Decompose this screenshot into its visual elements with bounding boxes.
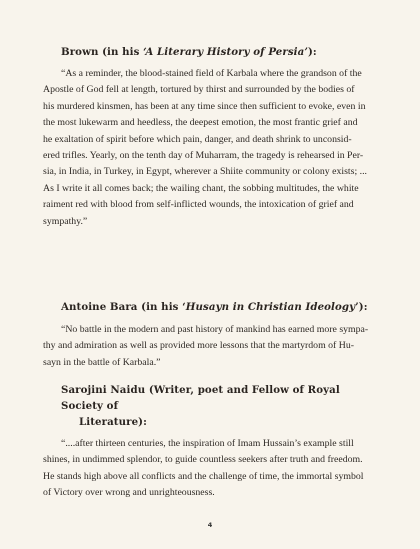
quote-text (43, 322, 377, 371)
quote-text (43, 436, 377, 502)
heading-work-title: ‘A Literary History of Persia’ (143, 46, 309, 58)
section-heading (61, 382, 377, 430)
heading-suffix: ): (308, 46, 317, 58)
quote-line: thy and admiration as well as provided more lessons that the martyrdom of Hu- (43, 340, 354, 352)
quote-line: sympathy.” (43, 215, 88, 227)
quote-line: his murdered kinsmen, has been at any time since then sufficient to evoke, even in (43, 100, 366, 112)
quote-line: sia, in India, in Turkey, in Egypt, wherever a Shiite community or colony exists; ... (43, 166, 367, 178)
heading-line: Literature): (79, 416, 147, 428)
heading-work-title: Husayn in Christian Ideology (185, 301, 356, 313)
quote-line: As I write it all comes back; the wailing chant, the sobbing multitudes, the white (43, 182, 359, 194)
quote-line: sayn in the battle of Karbala.” (43, 356, 161, 368)
quote-line: raiment red with blood from self-inflicted wounds, the intoxication of grief and (43, 199, 354, 211)
heading-suffix: ’): (355, 301, 368, 313)
section-heading (61, 299, 377, 315)
quote-line: shines, in undimmed splendor, to guide countless seekers after truth and freedom. (43, 454, 363, 466)
quote-line: Apostle of God fell at length, tortured by thirst and surrounded by the bodies of (43, 84, 355, 96)
quote-line: the most lukewarm and heedless, the deepest emotion, the most frantic grief and (43, 117, 358, 129)
quote-section-bara (43, 299, 377, 371)
quote-text (43, 66, 377, 230)
quote-line: He stands high above all conflicts and the challenge of time, the immortal symbol (43, 470, 364, 482)
heading-line: Sarojini Naidu (Writer, poet and Fellow of Royal Society of (61, 384, 340, 412)
section-heading (61, 44, 377, 60)
quote-line: “No battle in the modern and past history of mankind has earned more sympa- (61, 324, 369, 335)
quote-line: ered trifles. Yearly, on the tenth day of Muharram, the tragedy is rehearsed in Per- (43, 150, 364, 162)
heading-author: Brown (in his (61, 46, 144, 58)
heading-author: Antoine Bara (in his ‘ (61, 301, 186, 313)
quote-line: “....after thirteen centuries, the inspiration of Imam Hussain’s example still (61, 438, 354, 449)
quote-line: he exaltation of spirit before which pain, danger, and death shrink to unconsid- (43, 133, 352, 145)
quote-line: of Victory over wrong and unrighteousness. (43, 487, 215, 499)
quote-section-naidu (43, 382, 377, 502)
quote-section-brown (43, 44, 377, 230)
page-number: 4 (207, 521, 213, 529)
quote-line: “As a reminder, the blood-stained field of Karbala where the grandson of the (61, 68, 362, 79)
